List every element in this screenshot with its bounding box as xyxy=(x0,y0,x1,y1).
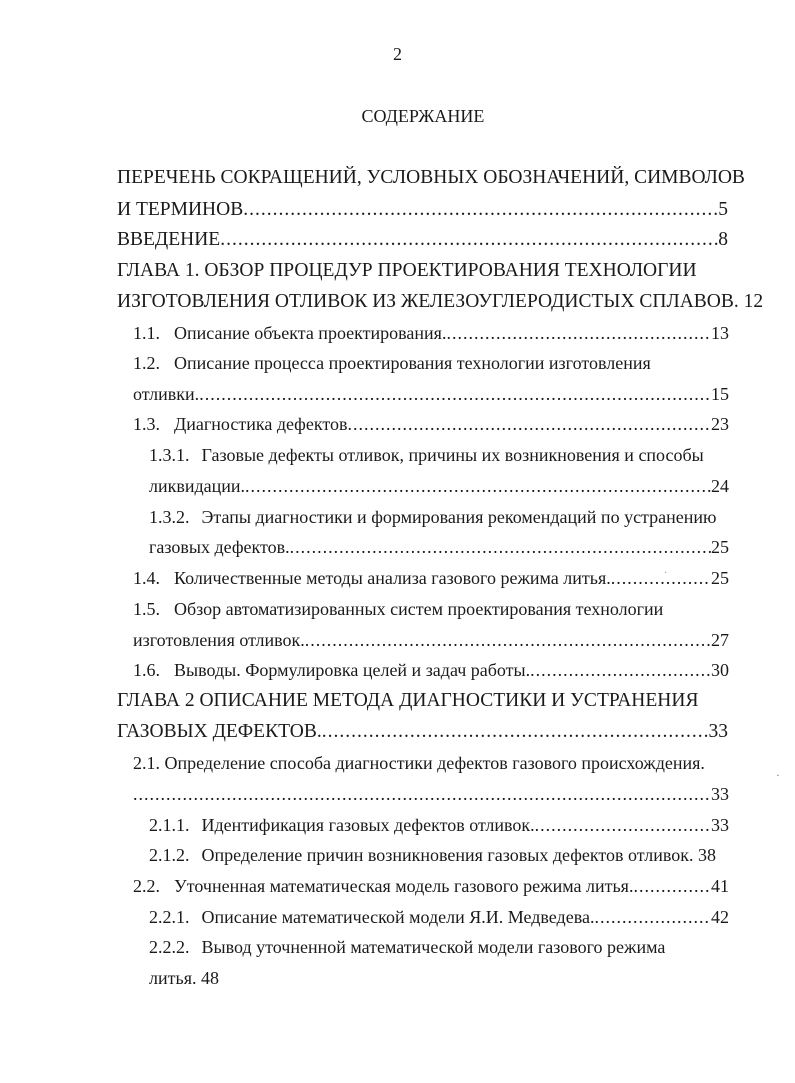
toc-entry-title: Описание объекта проектирования. xyxy=(174,323,447,343)
leader-dots xyxy=(611,564,711,592)
toc-entry-title: ликвидации. xyxy=(149,476,246,496)
toc-page-number: 24 xyxy=(711,476,729,496)
toc-page-number: 5 xyxy=(718,199,728,220)
toc-page-number: 30 xyxy=(711,660,729,680)
section-number: 1.6. xyxy=(133,660,160,680)
scan-artifact: · xyxy=(664,568,668,579)
section-number: 1.5. xyxy=(133,599,160,619)
toc-entry-1-2-line1 xyxy=(133,349,651,377)
toc-page-number: 33 xyxy=(708,721,728,742)
toc-entry-title: газовых дефектов. xyxy=(149,537,290,557)
toc-entry-title: Описание математической модели Я.И. Медведева. xyxy=(201,907,595,927)
leader-dots xyxy=(220,226,718,254)
leader-dots xyxy=(290,533,711,561)
toc-page-number: 25 xyxy=(711,568,729,588)
toc-entry-title: Определение причин возникновения газовых дефектов отливок. 38 xyxy=(201,845,716,865)
toc-entry-2-1-line1: 2.1. Определение способа диагностики дефектов газового происхождения. xyxy=(133,753,705,773)
toc-entry-2-1-1[interactable] xyxy=(149,811,729,839)
toc-entry-1-6[interactable] xyxy=(133,656,729,684)
toc-entry-chapter1-line1: ГЛАВА 1. ОБЗОР ПРОЦЕДУР ПРОЕКТИРОВАНИЯ ТЕХНОЛОГИИ xyxy=(117,260,697,281)
toc-entry-2-1-2[interactable] xyxy=(149,841,716,869)
leader-dots xyxy=(199,380,711,408)
toc-entry-1-3-2[interactable] xyxy=(149,533,729,561)
section-number: 2.2.2. xyxy=(149,937,190,957)
leader-dots xyxy=(535,811,711,839)
leader-dots xyxy=(133,780,711,808)
toc-page-number: 8 xyxy=(718,229,728,250)
section-number: 1.3.2. xyxy=(149,507,190,527)
toc-entry-title: ВВЕДЕНИЕ xyxy=(117,229,221,250)
toc-page-number: 41 xyxy=(711,876,729,896)
toc-entry-1-3-1-line1 xyxy=(149,441,704,469)
toc-entry-title: Идентификация газовых дефектов отливок. xyxy=(201,815,535,835)
toc-page-number: 13 xyxy=(711,323,729,343)
toc-page-number: 42 xyxy=(711,907,729,927)
toc-entry-title: Газовые дефекты отливок, причины их возникновения и способы xyxy=(201,445,704,465)
toc-entry-1-3-2-line1 xyxy=(149,503,716,531)
section-number: 1.3. xyxy=(133,414,160,434)
toc-entry-2-2-2-line1 xyxy=(149,933,665,961)
toc-entry-chapter2-line1: ГЛАВА 2 ОПИСАНИЕ МЕТОДА ДИАГНОСТИКИ И УСТРАНЕНИЯ xyxy=(117,690,699,711)
toc-page-number: 33 xyxy=(711,815,729,835)
toc-entry-title: изготовления отливок. xyxy=(133,630,305,650)
toc-entry-introduction[interactable] xyxy=(117,226,728,254)
leader-dots xyxy=(446,319,711,347)
section-number: 1.3.1. xyxy=(149,445,190,465)
toc-entry-1-1[interactable] xyxy=(133,319,729,347)
toc-entry-title: Уточненная математическая модель газового режима литья. xyxy=(174,876,634,896)
section-number: 2.1.1. xyxy=(149,815,190,835)
leader-dots xyxy=(305,626,711,654)
toc-entry-2-2[interactable] xyxy=(133,872,729,900)
section-number: 2.2.1. xyxy=(149,907,190,927)
toc-entry-title: Диагностика дефектов xyxy=(174,414,348,434)
toc-entry-1-2[interactable] xyxy=(133,380,729,408)
toc-entry-1-5[interactable] xyxy=(133,626,729,654)
toc-entry-1-3-1[interactable] xyxy=(149,472,729,500)
scan-artifact: · xyxy=(776,768,780,782)
toc-entry-title: Описание процесса проектирования технологии изготовления xyxy=(174,353,651,373)
toc-entry-title: Количественные методы анализа газового режима литья. xyxy=(174,568,611,588)
page-title: СОДЕРЖАНИЕ xyxy=(361,106,485,126)
toc-page-number: 15 xyxy=(711,384,729,404)
toc-entry-1-3[interactable] xyxy=(133,410,729,438)
page-number: 2 xyxy=(393,44,402,64)
section-number: 1.4. xyxy=(133,568,160,588)
toc-entry-title: Этапы диагностики и формирования рекомендаций по устранению xyxy=(201,507,717,527)
section-number: 2.2. xyxy=(133,876,160,896)
toc-entry-1-5-line1 xyxy=(133,595,663,623)
toc-entry-chapter2[interactable] xyxy=(117,718,728,746)
toc-entry-title: Выводы. Формулировка целей и задач работы. xyxy=(174,660,531,680)
leader-dots xyxy=(594,903,711,931)
toc-entry-2-2-2[interactable]: литья. 48 xyxy=(149,968,219,988)
toc-entry-title: Обзор автоматизированных систем проектирования технологии xyxy=(174,599,664,619)
toc-page-number: 25 xyxy=(711,537,729,557)
toc-entry-2-1[interactable] xyxy=(133,780,729,808)
leader-dots xyxy=(245,472,711,500)
leader-dots xyxy=(347,410,711,438)
section-number: 2.1.2. xyxy=(149,845,190,865)
section-number: 1.2. xyxy=(133,353,160,373)
toc-entry-abbreviations[interactable] xyxy=(117,196,728,224)
toc-page-number: 23 xyxy=(711,414,729,434)
toc-entry-abbreviations-line1: ПЕРЕЧЕНЬ СОКРАЩЕНИЙ, УСЛОВНЫХ ОБОЗНАЧЕНИЙ, СИМВОЛОВ xyxy=(117,167,745,188)
section-number: 1.1. xyxy=(133,323,160,343)
toc-page-number: 33 xyxy=(711,784,729,804)
toc-page-number: 27 xyxy=(711,630,729,650)
leader-dots xyxy=(243,196,718,224)
leader-dots xyxy=(633,872,711,900)
leader-dots xyxy=(322,718,709,746)
leader-dots xyxy=(530,656,711,684)
toc-entry-title: И ТЕРМИНОВ xyxy=(117,199,244,220)
toc-entry-1-4[interactable] xyxy=(133,564,729,592)
toc-entry-2-2-1[interactable] xyxy=(149,903,729,931)
toc-entry-chapter1-line2[interactable]: ИЗГОТОВЛЕНИЯ ОТЛИВОК ИЗ ЖЕЛЕЗОУГЛЕРОДИСТЫХ СПЛАВОВ. 12 xyxy=(117,291,764,312)
toc-entry-title: ГАЗОВЫХ ДЕФЕКТОВ. xyxy=(117,721,322,742)
toc-entry-title: отливки. xyxy=(133,384,200,404)
toc-entry-title: Вывод уточненной математической модели газового режима xyxy=(201,937,666,957)
